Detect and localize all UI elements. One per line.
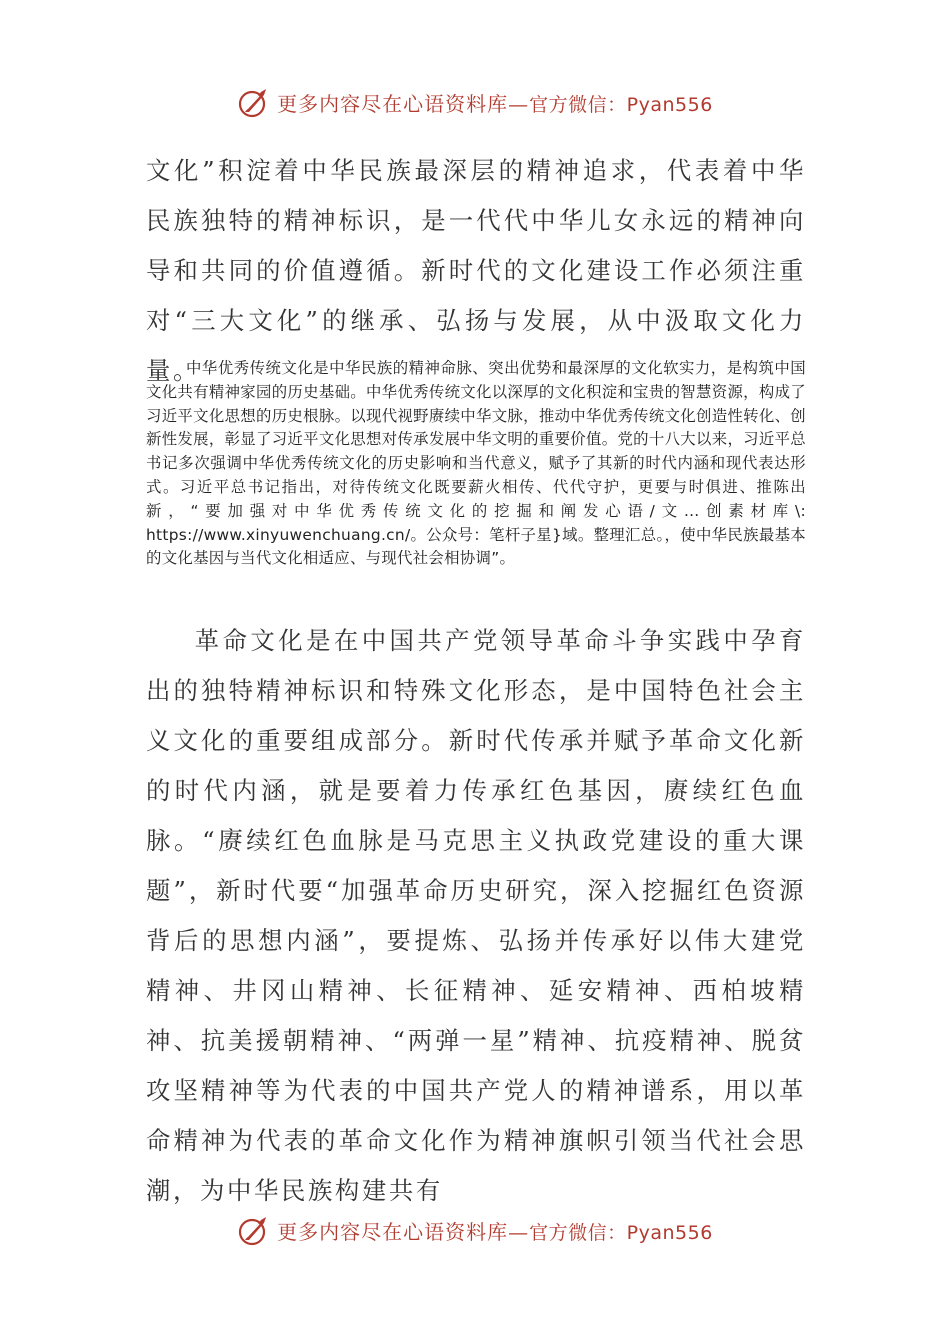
footer-banner: [0, 1210, 950, 1250]
quill-logo-icon: [237, 1213, 271, 1247]
header-banner: [0, 82, 950, 122]
header-wechat: 官方微信：Pyan556: [529, 93, 713, 116]
paragraph-1: 文化”积淀着中华民族最深层的精神追求，代表着中华民族独特的精神标识，是一代代中华儿女永远的精神向导和共同的价值遵循。新时代的文化建设工作必须注重对“三大文化”的继承、弘扬与发展，从中汲取文化力量。: [146, 156, 806, 385]
header-banner-text: 更多内容尽在心语资料库—官方微信：Pyan556: [277, 91, 713, 116]
quill-logo-icon: [237, 85, 271, 119]
footer-wechat: 官方微信：Pyan556: [529, 1221, 713, 1244]
footer-banner-text: 更多内容尽在心语资料库—官方微信：Pyan556: [277, 1219, 713, 1244]
quote-block: 中华优秀传统文化是中华民族的精神命脉、突出优势和最深厚的文化软实力，是构筑中国文化共有精神家园的历史基础。中华优秀传统文化以深厚的文化积淀和宝贵的智慧资源，构成了习近平文化思想的历史根脉。以现代视野赓续中华文脉，推动中华优秀传统文化创造性转化、创新性发展，彰显了习近平文化思想对传承发展中华文明的重要价值。党的十八大以来，习近平总书记多次强调中华优秀传统文化的历史影响和当代意义，赋予了其新的时代内涵和现代表达形式。习近平总书记指出，对待传统文化既要薪火相传、代代守护，更要与时俱进、推陈出新，“要加强对中华优秀传统文化的挖掘和阐发心语/文…创素材库\: https://www.xinyuwenchuang.cn/。公众号：笔杆子星}域。整理汇总。，使中华民族最基本的文化基因与当代文化相适应、与现代社会相协调”。: [146, 359, 806, 568]
paragraph-2: 革命文化是在中国共产党领导革命斗争实践中孕育出的独特精神标识和特殊文化形态，是中国特色社会主义文化的重要组成部分。新时代传承并赋予革命文化新的时代内涵，就是要着力传承红色基因，赓续红色血脉。“赓续红色血脉是马克思主义执政党建设的重大课题”，新时代要“加强革命历史研究，深入挖掘红色资源背后的思想内涵”，要提炼、弘扬并传承好以伟大建党精神、井冈山精神、长征精神、延安精神、西柏坡精神、抗美援朝精神、“两弹一星”精神、抗疫精神、脱贫攻坚精神等为代表的中国共产党人的精神谱系，用以革命精神为代表的革命文化作为精神旗帜引领当代社会思潮，为中华民族构建共有: [146, 626, 806, 1205]
